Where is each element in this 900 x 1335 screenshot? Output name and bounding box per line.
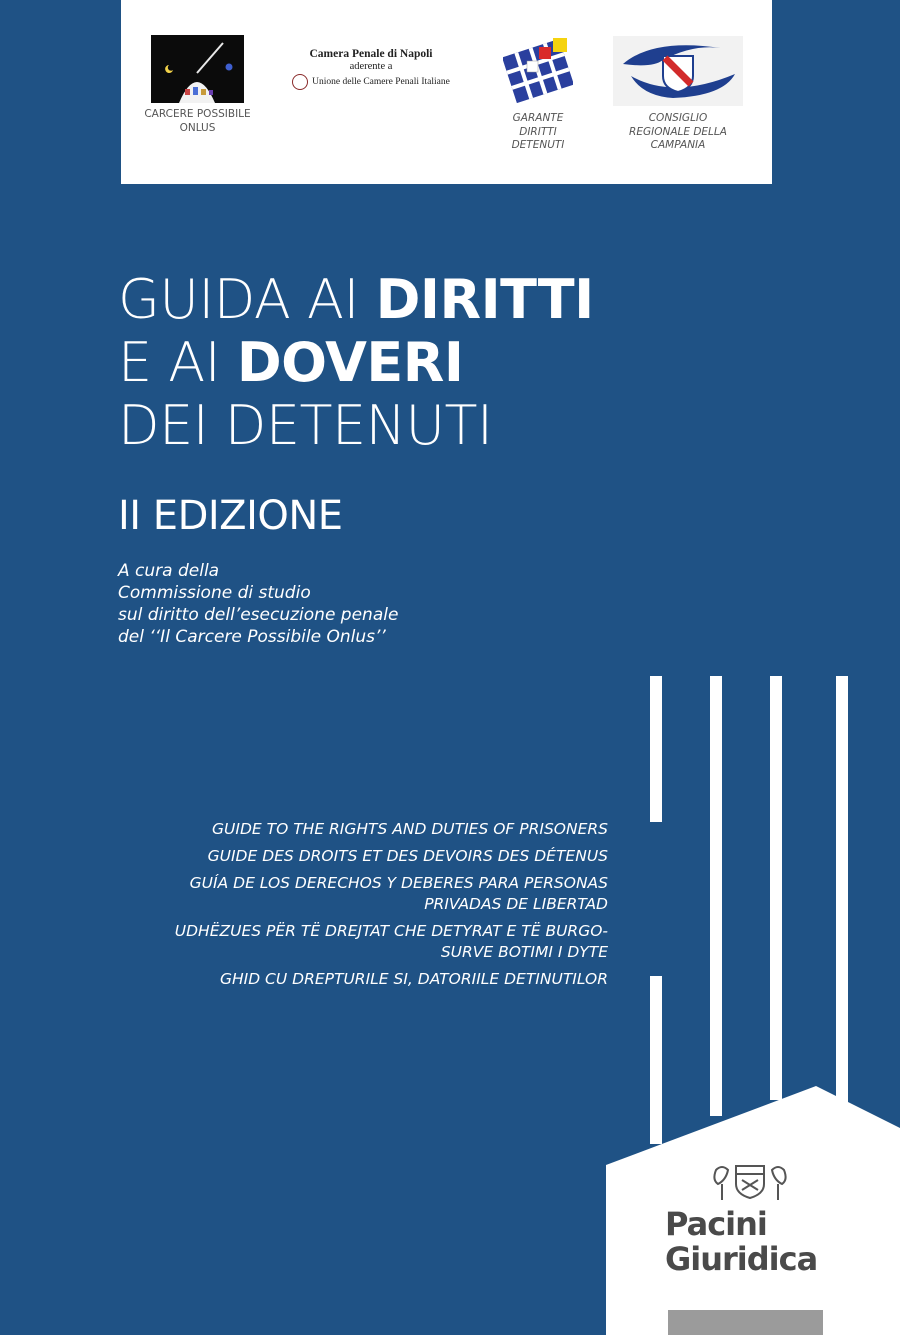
publisher-name-line2: Giuridica <box>665 1240 818 1278</box>
garante-caption-line2: DIRITTI <box>519 125 557 138</box>
curators-line: sul diritto dell’esecuzione penale <box>118 605 399 625</box>
translation-line: GUIDE TO THE RIGHTS AND DUTIES OF PRISONERS <box>212 820 608 838</box>
translation-line: GUÍA DE LOS DERECHOS Y DEBERES PARA PERSONAS <box>189 874 608 892</box>
footer-bar <box>668 1310 823 1335</box>
translation-line: PRIVADAS DE LIBERTAD <box>424 895 608 913</box>
camera-penale-adherence: aderente a <box>349 61 393 72</box>
translation-line: GUIDE DES DROITS ET DES DEVOIRS DES DÉTENUS <box>207 847 608 865</box>
publisher-name-line1: Pacini <box>665 1205 767 1243</box>
carcere-possibile-caption: CARCERE POSSIBILE ONLUS <box>144 108 251 134</box>
camera-penale-name: Camera Penale di Napoli <box>309 48 433 60</box>
consiglio-caption-line3: CAMPANIA <box>650 139 706 151</box>
consiglio-caption-line1: CONSIGLIO <box>648 112 708 124</box>
ucpi-name: Unione delle Camere Penali Italiane <box>312 77 450 88</box>
publisher-logo <box>665 1207 817 1277</box>
translation-line: GHID CU DREPTURILE SI, DATORIILE DETINUTILOR <box>219 970 608 988</box>
garante-caption-line1: GARANTE <box>512 112 564 124</box>
translation-line: UDHËZUES PËR TË DREJTAT CHE DETYRAT E TË BURGO- <box>174 922 608 940</box>
edition-label: II EDIZIONE <box>118 493 343 539</box>
publisher-emblem <box>710 1160 790 1204</box>
title-line1-bold: DIRITTI <box>375 268 594 331</box>
title-line2-regular: E AI <box>118 331 237 394</box>
curators-line: A cura della <box>118 561 220 581</box>
title-line2-bold: DOVERI <box>236 331 464 394</box>
garante-caption-line3: DETENUTI <box>511 139 565 151</box>
title-line3: DEI DETENUTI <box>118 394 493 457</box>
curators-line: del ‘‘Il Carcere Possibile Onlus’’ <box>118 627 386 647</box>
consiglio-caption-line2: REGIONALE DELLA <box>629 125 727 138</box>
title-line1-regular: GUIDA AI <box>118 268 376 331</box>
curators-line: Commissione di studio <box>118 583 311 603</box>
translation-line: SURVE BOTIMI I DYTE <box>440 943 608 961</box>
